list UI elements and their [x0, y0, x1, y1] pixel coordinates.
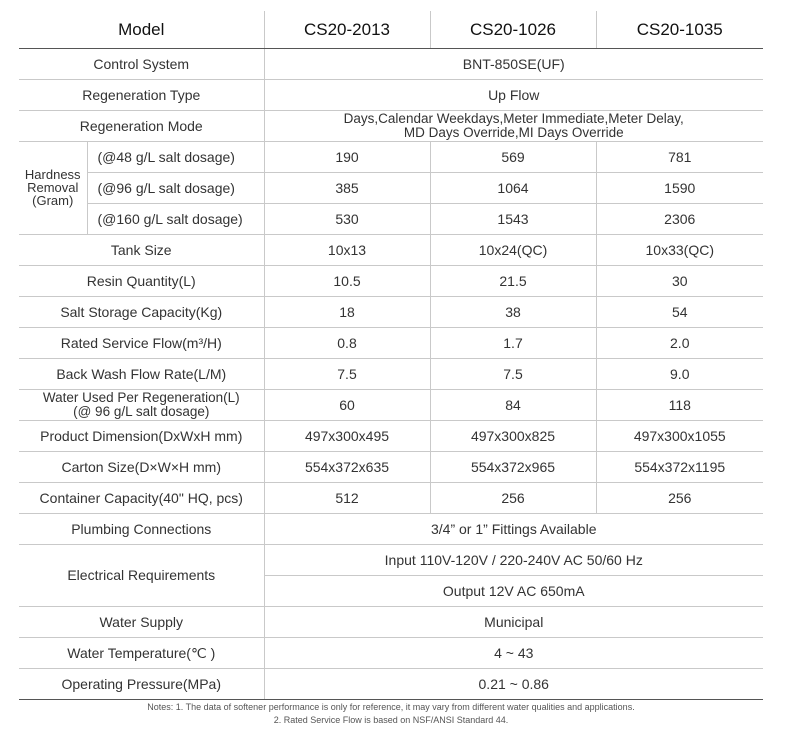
regeneration-mode-line1: Days,Calendar Weekdays,Meter Immediate,Meter Delay, [343, 111, 684, 126]
table-row [19, 389, 763, 420]
table-row [19, 48, 763, 79]
cell-value: 84 [430, 389, 596, 420]
cell-value: 30 [596, 265, 763, 296]
row-label: Product Dimension(DxWxH mm) [19, 420, 264, 451]
model-header: Model [19, 11, 264, 48]
cell-value: 497x300x825 [430, 420, 596, 451]
row-label: Water Temperature(℃ ) [19, 637, 264, 668]
row-label [19, 389, 264, 420]
cell-value: 10.5 [264, 265, 430, 296]
regeneration-mode-line2: MD Days Override,MI Days Override [403, 124, 624, 140]
hardness-label [19, 141, 87, 234]
row-label: Rated Service Flow(m³/H) [19, 327, 264, 358]
cell-value: 0.8 [264, 327, 430, 358]
cell-value: 118 [596, 389, 763, 420]
cell-value: 1590 [596, 172, 763, 203]
table-row [19, 203, 763, 234]
table-row [19, 668, 763, 699]
cell-value: 1543 [430, 203, 596, 234]
table-row [19, 544, 763, 575]
water-used-label-line1: Water Used Per Regeneration(L) [42, 390, 240, 405]
hardness-sub-label: (@48 g/L salt dosage) [87, 141, 264, 172]
cell-value: 10x13 [264, 234, 430, 265]
cell-value: 781 [596, 141, 763, 172]
cell-value: 569 [430, 141, 596, 172]
hardness-label-line: Hardness [24, 167, 81, 182]
cell-value: 18 [264, 296, 430, 327]
water-used-label-line2: (@ 96 g/L salt dosage) [73, 403, 210, 419]
table-row [19, 358, 763, 389]
row-label: Control System [19, 48, 264, 79]
cell-value: 21.5 [430, 265, 596, 296]
cell-value: 497x300x1055 [596, 420, 763, 451]
header-row [19, 11, 763, 48]
cell-value: 530 [264, 203, 430, 234]
row-value: 0.21 ~ 0.86 [264, 668, 763, 699]
table-row [19, 141, 763, 172]
row-value: 3/4” or 1” Fittings Available [264, 513, 763, 544]
hardness-sub-label: (@160 g/L salt dosage) [87, 203, 264, 234]
row-label: Back Wash Flow Rate(L/M) [19, 358, 264, 389]
table-row [19, 451, 763, 482]
row-label: Operating Pressure(MPa) [19, 668, 264, 699]
hardness-label-line: (Gram) [32, 193, 74, 208]
note-line-1: Notes: 1. The data of softener performance is only for reference, it may vary from different water qualities and applications. [147, 702, 635, 712]
cell-value: 60 [264, 389, 430, 420]
table-row [19, 265, 763, 296]
cell-value: 2.0 [596, 327, 763, 358]
table-row [19, 79, 763, 110]
cell-value: 2306 [596, 203, 763, 234]
cell-value: 54 [596, 296, 763, 327]
model-1-header: CS20-2013 [264, 11, 430, 48]
cell-value: 512 [264, 482, 430, 513]
row-label: Carton Size(D×W×H mm) [19, 451, 264, 482]
note-line-2: 2. Rated Service Flow is based on NSF/ANSI Standard 44. [273, 715, 509, 725]
cell-value: 190 [264, 141, 430, 172]
cell-value: 7.5 [430, 358, 596, 389]
cell-value: 554x372x1195 [596, 451, 763, 482]
row-label: Regeneration Type [19, 79, 264, 110]
row-value: 4 ~ 43 [264, 637, 763, 668]
electrical-output: Output 12V AC 650mA [264, 575, 763, 606]
cell-value: 7.5 [264, 358, 430, 389]
table-row [19, 482, 763, 513]
cell-value: 256 [430, 482, 596, 513]
cell-value: 1.7 [430, 327, 596, 358]
table-row [19, 420, 763, 451]
cell-value: 1064 [430, 172, 596, 203]
row-label: Resin Quantity(L) [19, 265, 264, 296]
table-row [19, 172, 763, 203]
table-row [19, 110, 763, 141]
cell-value: 256 [596, 482, 763, 513]
table-row [19, 637, 763, 668]
cell-value: 497x300x495 [264, 420, 430, 451]
hardness-sub-label: (@96 g/L salt dosage) [87, 172, 264, 203]
cell-value: 554x372x965 [430, 451, 596, 482]
table-row [19, 606, 763, 637]
row-value: Municipal [264, 606, 763, 637]
row-label: Electrical Requirements [19, 544, 264, 606]
row-value [264, 110, 763, 141]
table-row [19, 327, 763, 358]
row-label: Salt Storage Capacity(Kg) [19, 296, 264, 327]
row-label: Tank Size [19, 234, 264, 265]
table-row [19, 234, 763, 265]
cell-value: 9.0 [596, 358, 763, 389]
notes [19, 701, 763, 727]
row-value: BNT-850SE(UF) [264, 48, 763, 79]
model-3-header: CS20-1035 [596, 11, 763, 48]
model-2-header: CS20-1026 [430, 11, 596, 48]
spec-table [19, 11, 763, 700]
cell-value: 385 [264, 172, 430, 203]
cell-value: 554x372x635 [264, 451, 430, 482]
row-label: Regeneration Mode [19, 110, 264, 141]
table-row [19, 513, 763, 544]
row-label: Container Capacity(40" HQ, pcs) [19, 482, 264, 513]
row-label: Water Supply [19, 606, 264, 637]
table-row [19, 296, 763, 327]
electrical-input: Input 110V-120V / 220-240V AC 50/60 Hz [264, 544, 763, 575]
cell-value: 10x33(QC) [596, 234, 763, 265]
row-label: Plumbing Connections [19, 513, 264, 544]
hardness-label-line: Removal [27, 180, 79, 195]
cell-value: 38 [430, 296, 596, 327]
cell-value: 10x24(QC) [430, 234, 596, 265]
row-value: Up Flow [264, 79, 763, 110]
